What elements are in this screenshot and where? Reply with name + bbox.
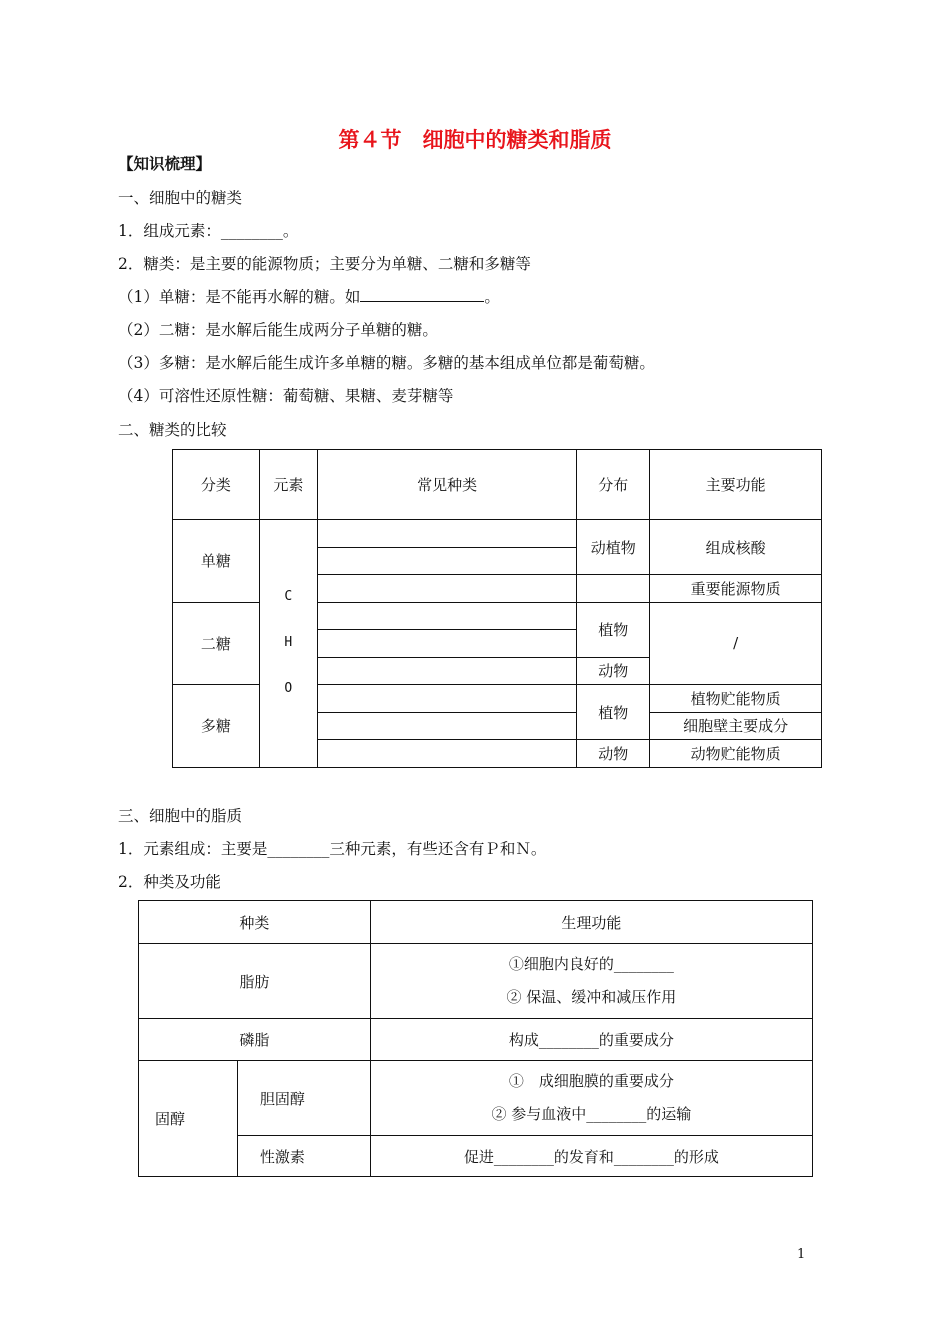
s2-heading: 二、糖类的比较 <box>118 421 227 439</box>
lipid-cholesterol: 胆固醇 <box>237 1061 370 1136</box>
answer-blank[interactable] <box>360 287 484 302</box>
s1-line3 <box>118 285 500 307</box>
s1-line1-suffix: 。 <box>282 222 299 240</box>
func-energy: 重要能源物质 <box>650 575 822 603</box>
s3-line1-suffix: 三种元素，有些还含有Ｐ和Ｎ。 <box>329 840 547 858</box>
s1-line1 <box>118 219 298 241</box>
func-cell-wall: 细胞壁主要成分 <box>650 712 822 740</box>
cholesterol-function-2: ② 参与血液中________的运输 <box>491 1105 692 1123</box>
category-disaccharide: 二糖 <box>173 602 260 685</box>
dist-animal-plant: 动植物 <box>577 520 650 575</box>
lipid-sterol: 固醇 <box>139 1061 238 1177</box>
element-o: O <box>284 681 293 697</box>
s1-line3-prefix: （1）单糖：是不能再水解的糖。如 <box>118 288 361 306</box>
fill-in-cell[interactable] <box>317 685 577 713</box>
s1-heading: 一、细胞中的糖类 <box>118 189 243 207</box>
fill-in-cell[interactable] <box>317 740 577 768</box>
s1-line4: （2）二糖：是水解后能生成两分子单糖的糖。 <box>118 321 438 339</box>
cholesterol-functions <box>370 1061 812 1136</box>
page-number: 1 <box>797 1247 806 1262</box>
sex-hormone-function: 促进________的发育和________的形成 <box>370 1136 812 1177</box>
dist-plant-poly: 植物 <box>577 685 650 740</box>
element-cho <box>259 520 317 768</box>
dist-plant: 植物 <box>577 602 650 657</box>
category-monosaccharide: 单糖 <box>173 520 260 603</box>
fill-in-cell[interactable] <box>317 712 577 740</box>
page-title: 第４节 细胞中的糖类和脂质 <box>338 128 612 152</box>
fill-in-cell[interactable] <box>317 602 577 630</box>
s1-line6: （4）可溶性还原性糖：葡萄糖、果糖、麦芽糖等 <box>118 387 454 405</box>
element-c: C <box>284 589 293 605</box>
lipid-table <box>138 900 813 1177</box>
lipid-fat: 脂肪 <box>139 944 371 1019</box>
s1-line3-suffix: 。 <box>484 288 500 306</box>
func-none: / <box>650 602 822 685</box>
func-nucleic-acid: 组成核酸 <box>650 520 822 575</box>
fat-function-1: ①细胞内良好的________ <box>508 955 674 973</box>
dist-empty <box>577 575 650 603</box>
section-label: 【知识梳理】 <box>118 155 212 173</box>
header-main-function: 主要功能 <box>650 450 822 520</box>
s1-line1-blank: ________ <box>220 222 283 240</box>
element-h: H <box>284 635 293 651</box>
lipid-header-type: 种类 <box>139 901 371 944</box>
fill-in-cell[interactable] <box>317 520 577 548</box>
s3-line2: 2．种类及功能 <box>118 873 221 891</box>
s3-heading: 三、细胞中的脂质 <box>118 807 243 825</box>
fill-in-cell[interactable] <box>317 630 577 658</box>
s3-line1-prefix: 1．元素组成：主要是 <box>118 840 268 858</box>
fat-functions <box>370 944 812 1019</box>
lipid-header-function: 生理功能 <box>370 901 812 944</box>
s3-line1-blank: ________ <box>267 840 330 858</box>
func-animal-storage: 动物贮能物质 <box>650 740 822 768</box>
func-plant-storage: 植物贮能物质 <box>650 685 822 713</box>
lipid-sex-hormone: 性激素 <box>237 1136 370 1177</box>
header-category: 分类 <box>173 450 260 520</box>
fat-function-2: ② 保温、缓冲和减压作用 <box>506 988 677 1006</box>
header-distribution: 分布 <box>577 450 650 520</box>
s1-line5: （3）多糖：是水解后能生成许多单糖的糖。多糖的基本组成单位都是葡萄糖。 <box>118 354 655 372</box>
sugar-comparison-table <box>172 449 822 768</box>
dist-animal-poly: 动物 <box>577 740 650 768</box>
dist-animal: 动物 <box>577 657 650 685</box>
header-common-types: 常见种类 <box>317 450 577 520</box>
fill-in-cell[interactable] <box>317 547 577 575</box>
s1-line2: 2．糖类：是主要的能源物质；主要分为单糖、二糖和多糖等 <box>118 255 531 273</box>
s1-line1-prefix: 1．组成元素： <box>118 222 221 240</box>
header-element: 元素 <box>259 450 317 520</box>
category-polysaccharide: 多糖 <box>173 685 260 768</box>
s3-line1 <box>118 837 546 859</box>
fill-in-cell[interactable] <box>317 575 577 603</box>
cholesterol-function-1: ① 成细胞膜的重要成分 <box>508 1072 674 1090</box>
phospholipid-function: 构成________的重要成分 <box>370 1019 812 1061</box>
fill-in-cell[interactable] <box>317 657 577 685</box>
lipid-phospholipid: 磷脂 <box>139 1019 371 1061</box>
